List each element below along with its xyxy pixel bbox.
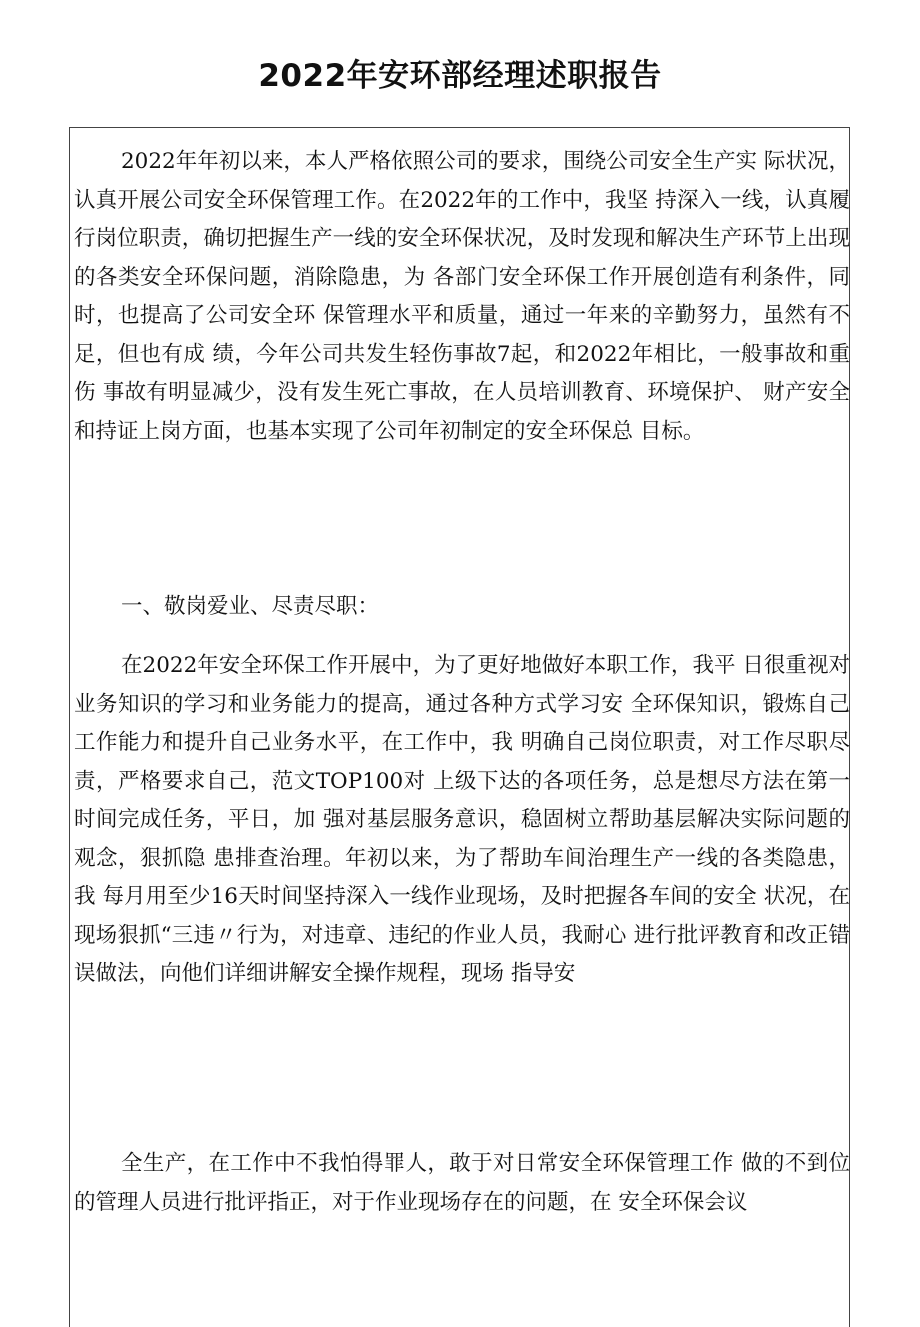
intro-paragraph: 2022年年初以来，本人严格依照公司的要求，围绕公司安全生产实 际状况，认真开展公司安全环保管理工作。在2022年的工作中，我坚 持深入一线，认真履行岗位职责，确切把握生产一线的安全环保状况，及时发现和解决生产环节上出现的各类安全环保问题，消除隐患，为 各部门安全环保工作开展创造有利条件，同时，也提高了公司安全环 保管理水平和质量，通过一年来的辛勤努力，虽然有不足，但也有成 绩，今年公司共发生轻伤事故7起，和2022年相比，一般事故和重伤 事故有明显减少，没有发生死亡事故，在人员培训教育、环境保护、 财产安全和持证上岗方面，也基本实现了公司年初制定的安全环保总 目标。 — [74, 149, 850, 444]
section-heading: 一、敬岗爱业、尽责尽职： — [121, 594, 380, 619]
document-title: 2022年安环部经理述职报告 — [258, 58, 662, 94]
section-body-paragraph: 在2022年安全环保工作开展中，为了更好地做好本职工作，我平 日很重视对业务知识的学习和业务能力的提高，通过各种方式学习安 全环保知识，锻炼自己工作能力和提升自己业务水平，在工作中，我 明确自己岗位职责，对工作尽职尽责，严格要求自己，范文TOP100对 上级下达的各项任务，总是想尽方法在第一时间完成任务，平日，加 强对基层服务意识，稳固树立帮助基层解决实际问题的观念，狠抓隐 患排查治理。年初以来，为了帮助车间治理生产一线的各类隐患，我 每月用至少16天时间坚持深入一线作业现场，及时把握各车间的安全 状况，在现场狠抓“三违〃行为，对违章、违纪的作业人员，我耐心 进行批评教育和改正错误做法，向他们详细讲解安全操作规程，现场 指导安 — [74, 653, 850, 986]
section-continuation-paragraph: 全生产，在工作中不我怕得罪人，敢于对日常安全环保管理工作 做的不到位的管理人员进行批评指正，对于作业现场存在的问题，在 安全环保会议 — [74, 1151, 850, 1215]
